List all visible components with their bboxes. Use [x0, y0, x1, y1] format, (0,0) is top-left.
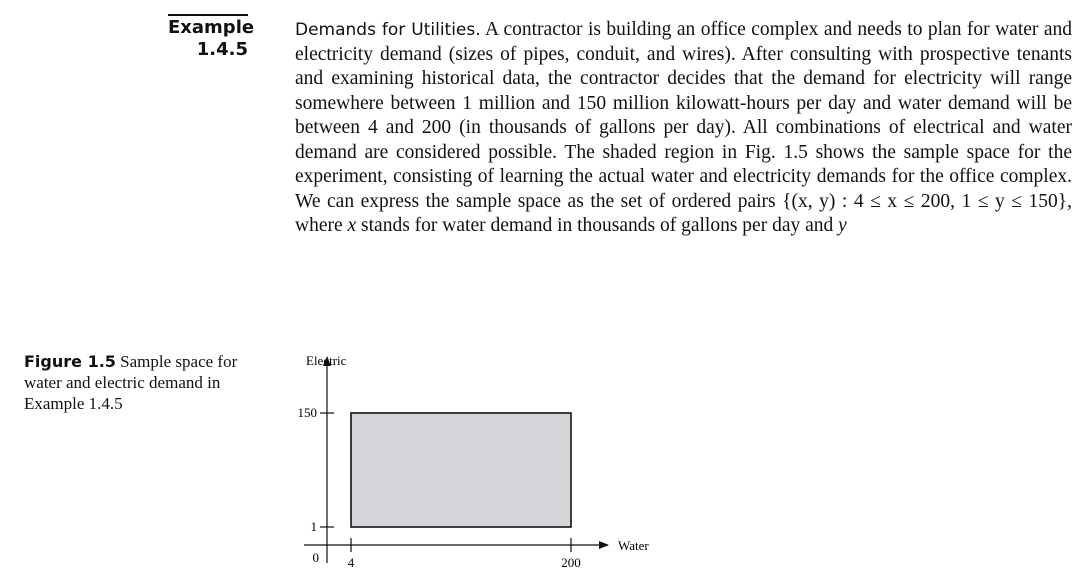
- y-ticks: [298, 405, 335, 534]
- x-tick-label: 200: [561, 555, 581, 570]
- paragraph-body-b: , where: [295, 190, 1073, 236]
- example-label-word: Example: [168, 17, 255, 38]
- figure-caption-label: Figure 1.5: [24, 352, 116, 371]
- figure-caption: [24, 351, 274, 414]
- sample-space-chart: [290, 345, 670, 575]
- sample-space-region: [351, 413, 571, 527]
- y-axis-label: Electric: [306, 353, 347, 368]
- variable-x: x: [347, 215, 357, 236]
- sample-space-set: {(x, y) : 4 ≤ x ≤ 200, 1 ≤ y ≤ 150}: [782, 190, 1068, 212]
- y-tick-label: 1: [310, 519, 317, 534]
- paragraph-body-c: stands for water demand in thousands of gallons per day and: [356, 215, 839, 236]
- x-tick-label: 4: [347, 555, 355, 570]
- y-tick-label: 150: [297, 405, 317, 420]
- example-label: [168, 13, 255, 61]
- x-ticks: [348, 538, 581, 570]
- paragraph-body-a: A contractor is building an office complex and needs to plan for water and electricity demand (sizes of pipes, conduit, and wires). After consulting with prospective tenants and examining historical data, the contractor decides that the demand for electricity will range somewhere between 1 million and 150 million kilowatt-hours per day and water demand will be between 4 and 200 (in thousands of gallons per day). All combinations of electrical and water demand are considered possible. The shaded region in Fig. 1.5 shows the sample space for the experiment, consisting of learning the actual water and electricity demands for the office complex. We can express the sample space as the set of ordered pairs: [295, 19, 1072, 212]
- x-axis-label: Water: [618, 538, 649, 553]
- origin-label: 0: [312, 550, 319, 565]
- paragraph-title: Demands for Utilities.: [295, 20, 481, 40]
- variable-y: y: [838, 215, 847, 236]
- example-paragraph: [295, 18, 1072, 239]
- figure-caption-text: Sample space for water and electric demand in Example 1.4.5: [24, 352, 238, 413]
- example-label-number: 1.4.5: [196, 39, 248, 60]
